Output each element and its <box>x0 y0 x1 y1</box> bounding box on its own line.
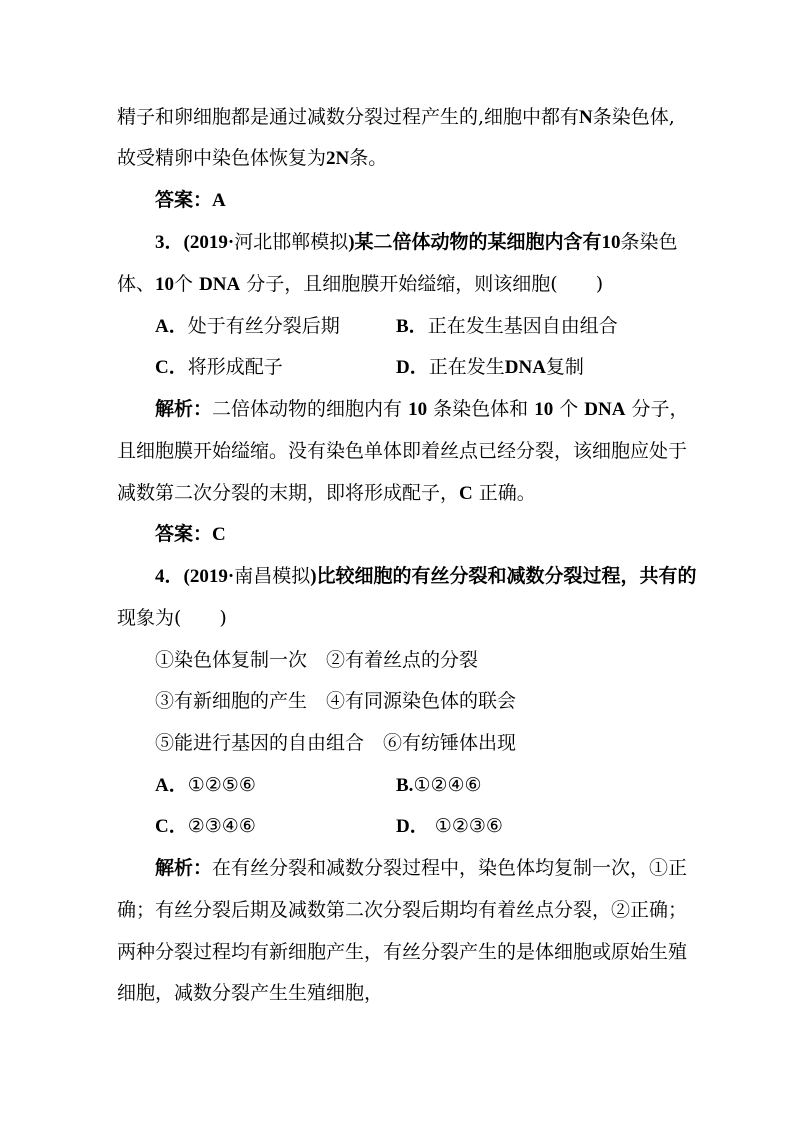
q4-options-row-2 <box>155 813 715 840</box>
q4-option-c[interactable]: C．②③④⑥ <box>155 815 256 837</box>
q3-option-d[interactable]: D．正在发生DNA复制 <box>396 356 584 378</box>
q3-analysis-line-1: 解析：二倍体动物的细胞内有 10 条染色体和 10 个 DNA 分子， <box>155 398 689 420</box>
q4-stem-line-1: 4．(2019·南昌模拟)比较细胞的有丝分裂和减数分裂过程，共有的 <box>155 565 697 587</box>
q4-option-a[interactable]: A．①②⑤⑥ <box>155 774 256 796</box>
intro-line-1: 精子和卵细胞都是通过减数分裂过程产生的,细胞中都有N条染色体, <box>117 106 675 128</box>
q4-options-row-1 <box>155 772 715 799</box>
q4-analysis-line-1: 解析：在有丝分裂和减数分裂过程中，染色体均复制一次，①正 <box>155 857 688 879</box>
answer-q2: 答案：A <box>155 190 226 211</box>
q4-option-b[interactable]: B.①②④⑥ <box>396 774 482 796</box>
q3-analysis-line-3: 减数第二次分裂的末期，即将形成配子，C 正确。 <box>117 482 536 504</box>
q4-analysis-line-2: 确；有丝分裂后期及减数第二次分裂后期均有着丝点分裂，②正确； <box>117 899 688 921</box>
q4-analysis-line-4: 细胞，减数分裂产生生殖细胞， <box>117 982 384 1004</box>
answer-q3: 答案：C <box>155 524 226 545</box>
q4-analysis-line-3: 两种分裂过程均有新细胞产生，有丝分裂产生的是体细胞或原始生殖 <box>117 941 688 963</box>
q4-stem-line-2: 现象为( ) <box>117 607 227 629</box>
q3-analysis-line-2: 且细胞膜开始缢缩。没有染色单体即着丝点已经分裂，该细胞应处于 <box>117 440 688 462</box>
q4-item-line-1: ①染色体复制一次 ②有着丝点的分裂 <box>155 649 479 671</box>
q3-option-b[interactable]: B．正在发生基因自由组合 <box>396 315 618 337</box>
q4-item-line-3: ⑤能进行基因的自由组合 ⑥有纺锤体出现 <box>155 732 517 754</box>
q4-item-line-2: ③有新细胞的产生 ④有同源染色体的联会 <box>155 690 517 712</box>
q3-option-a[interactable]: A．处于有丝分裂后期 <box>155 315 340 337</box>
q3-options-row-2 <box>155 354 715 381</box>
q3-options-row-1 <box>155 313 715 340</box>
q4-option-d[interactable]: D． ①②③⑥ <box>396 815 503 837</box>
q3-stem-line-1: 3．(2019·河北邯郸模拟)某二倍体动物的某细胞内含有10条染色 <box>155 231 678 253</box>
q3-option-c[interactable]: C．将形成配子 <box>155 356 283 378</box>
intro-line-2: 故受精卵中染色体恢复为2N条。 <box>117 147 388 169</box>
q3-stem-line-2: 体、10个 DNA 分子，且细胞膜开始缢缩，则该细胞( ) <box>117 273 604 295</box>
